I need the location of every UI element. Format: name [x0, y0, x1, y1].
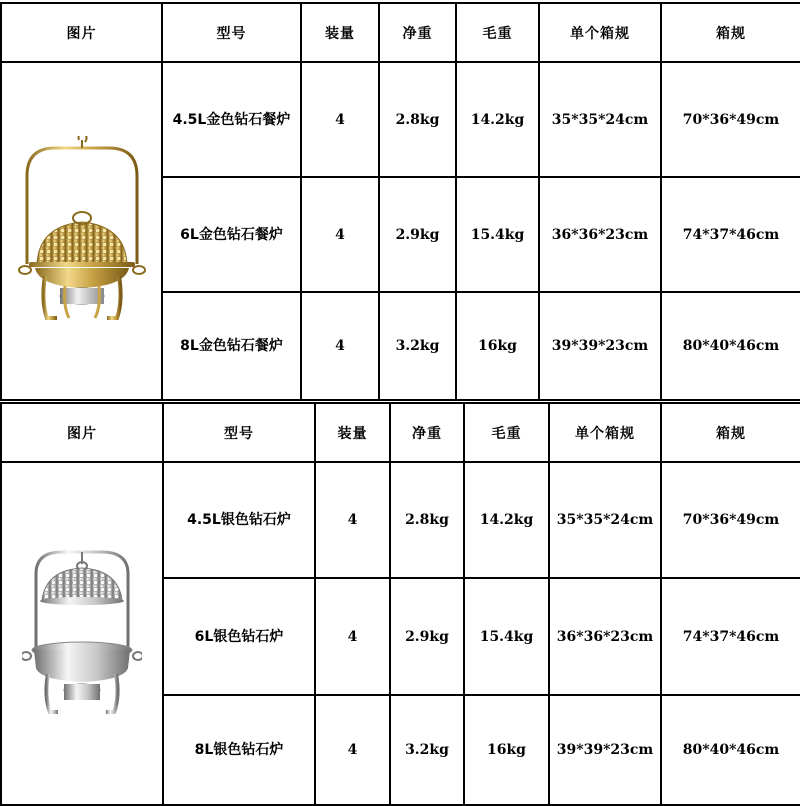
header-qty: 装量 — [315, 403, 390, 462]
box-size: 36*36*23cm — [549, 578, 661, 695]
quantity: 4 — [315, 462, 390, 578]
gross-weight: 15.4kg — [464, 578, 549, 695]
product-image-cell — [1, 62, 162, 400]
net-weight: 2.8kg — [390, 462, 464, 578]
net-weight: 2.9kg — [379, 177, 456, 292]
product-image-cell — [1, 462, 163, 805]
quantity: 4 — [315, 695, 390, 805]
carton-size: 70*36*49cm — [661, 62, 800, 177]
header-box-size: 单个箱规 — [549, 403, 661, 462]
header-box-size: 单个箱规 — [539, 3, 661, 62]
header-qty: 装量 — [301, 3, 379, 62]
model-name: 6L金色钻石餐炉 — [162, 177, 301, 292]
silver-chafing-dish-icon — [22, 544, 142, 724]
quantity: 4 — [301, 292, 379, 400]
header-gross-weight: 毛重 — [456, 3, 539, 62]
carton-size: 74*37*46cm — [661, 578, 800, 695]
box-size: 39*39*23cm — [539, 292, 661, 400]
header-carton-size: 箱规 — [661, 403, 800, 462]
header-row — [1, 3, 800, 62]
header-gross-weight: 毛重 — [464, 403, 549, 462]
gross-weight: 15.4kg — [456, 177, 539, 292]
silver-spec-table — [0, 402, 800, 806]
table-row — [1, 62, 800, 177]
header-net-weight: 净重 — [390, 403, 464, 462]
model-name: 4.5L银色钻石炉 — [163, 462, 315, 578]
carton-size: 80*40*46cm — [661, 292, 800, 400]
header-image: 图片 — [1, 3, 162, 62]
net-weight: 3.2kg — [390, 695, 464, 805]
box-size: 35*35*24cm — [539, 62, 661, 177]
gold-spec-table — [0, 2, 800, 401]
model-name: 8L金色钻石餐炉 — [162, 292, 301, 400]
gold-chafing-dish-icon — [17, 136, 147, 326]
model-name: 6L银色钻石炉 — [163, 578, 315, 695]
net-weight: 2.8kg — [379, 62, 456, 177]
box-size: 36*36*23cm — [539, 177, 661, 292]
carton-size: 80*40*46cm — [661, 695, 800, 805]
header-model: 型号 — [163, 403, 315, 462]
box-size: 35*35*24cm — [549, 462, 661, 578]
gross-weight: 16kg — [464, 695, 549, 805]
model-name: 8L银色钻石炉 — [163, 695, 315, 805]
carton-size: 74*37*46cm — [661, 177, 800, 292]
header-net-weight: 净重 — [379, 3, 456, 62]
table-row — [1, 462, 800, 578]
quantity: 4 — [315, 578, 390, 695]
carton-size: 70*36*49cm — [661, 462, 800, 578]
gross-weight: 14.2kg — [464, 462, 549, 578]
gross-weight: 14.2kg — [456, 62, 539, 177]
net-weight: 2.9kg — [390, 578, 464, 695]
quantity: 4 — [301, 177, 379, 292]
gross-weight: 16kg — [456, 292, 539, 400]
net-weight: 3.2kg — [379, 292, 456, 400]
header-image: 图片 — [1, 403, 163, 462]
header-row — [1, 403, 800, 462]
header-carton-size: 箱规 — [661, 3, 800, 62]
box-size: 39*39*23cm — [549, 695, 661, 805]
model-name: 4.5L金色钻石餐炉 — [162, 62, 301, 177]
quantity: 4 — [301, 62, 379, 177]
header-model: 型号 — [162, 3, 301, 62]
